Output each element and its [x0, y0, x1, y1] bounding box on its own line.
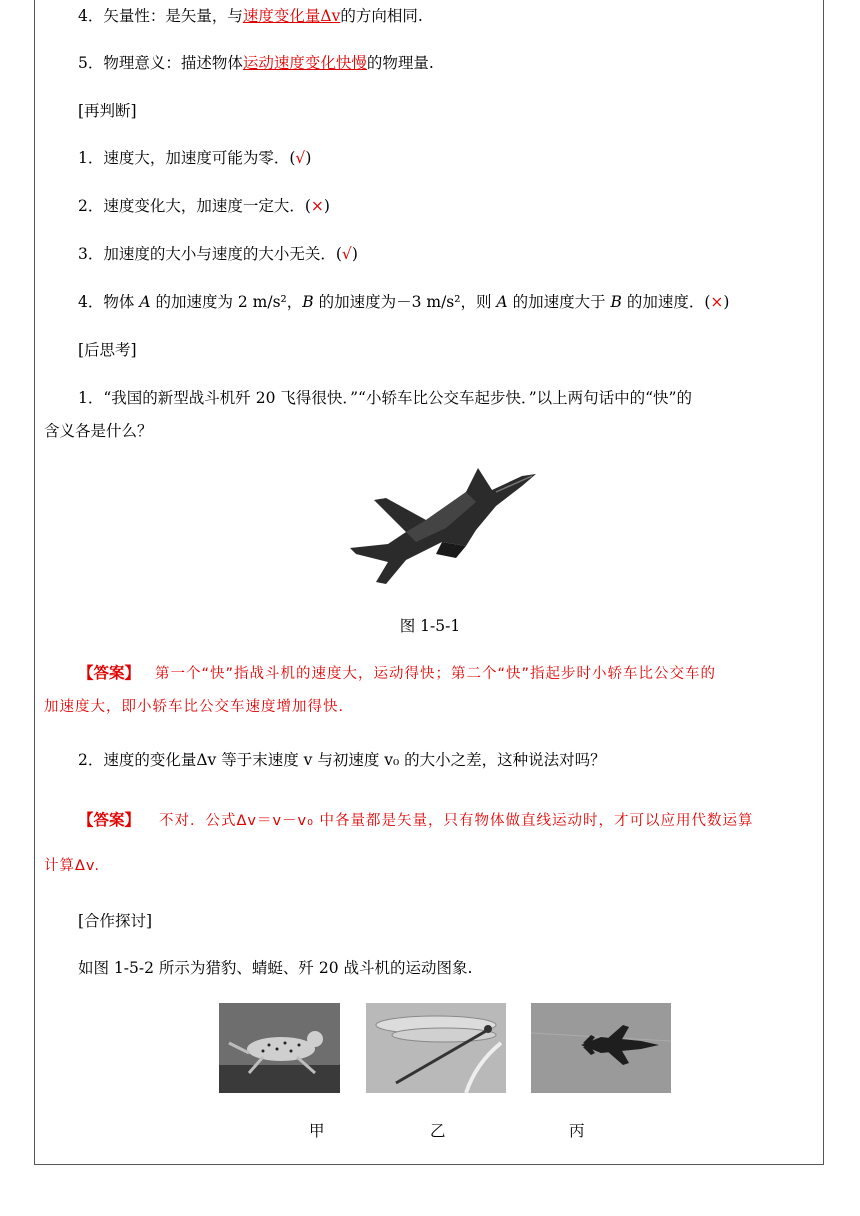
close-paren: ) — [323, 197, 330, 215]
q4-text-3: 的加速度为－3 m/s²，则 — [318, 293, 492, 311]
rejudge-q1-text: 1．速度大，加速度可能为零．( — [78, 149, 296, 167]
label-yi: 乙 — [430, 1122, 446, 1140]
q4-text-1: 4．物体 — [78, 293, 135, 311]
item-5 — [78, 51, 434, 73]
stealth-jet-image — [531, 1003, 671, 1093]
item-5-prefix: 5．物理意义：描述物体 — [78, 54, 243, 72]
answer-2-text: 不对．公式Δv＝v－v₀ 中各量都是矢量，只有物体做直线运动时，才可以应用代数运算 — [158, 813, 754, 829]
rejudge-q4 — [78, 290, 729, 312]
cheetah-image — [219, 1003, 340, 1093]
fighter-jet-image — [346, 462, 538, 590]
answer-1-line2: 加速度大，即小轿车比公交车速度增加得快. — [44, 699, 345, 715]
item-5-highlight: 运动速度变化快慢 — [242, 54, 367, 72]
item-4-highlight: 速度变化量Δv — [242, 7, 341, 25]
item-4-prefix: 4．矢量性：是矢量，与 — [78, 7, 243, 25]
figure-1-caption: 图 1-5-1 — [399, 617, 461, 635]
rethink-q1-line2: 含义各是什么？ — [44, 422, 153, 440]
answer-2-line1 — [78, 808, 754, 830]
dragonfly-image — [366, 1003, 506, 1093]
q4-var-a: A — [139, 293, 151, 311]
close-paren: ) — [351, 245, 358, 263]
q4-var-b2: B — [610, 293, 622, 311]
check-mark-icon: √ — [295, 149, 306, 167]
q4-text-5: 的加速度．( — [626, 293, 711, 311]
item-4-suffix: 的方向相同. — [340, 7, 423, 25]
rethink-q2: 2．速度的变化量Δv 等于末速度 v 与初速度 v₀ 的大小之差，这种说法对吗？ — [78, 751, 606, 769]
rejudge-q2-text: 2．速度变化大，加速度一定大．( — [78, 197, 311, 215]
answer-2-line2: 计算Δv. — [44, 858, 100, 874]
close-paren: ) — [723, 293, 730, 311]
rejudge-q2 — [78, 194, 330, 216]
answer-1-line1 — [78, 661, 716, 683]
rethink-q1-line1: 1．“我国的新型战斗机歼 20 飞得很快．”“小轿车比公交车起步快．”以上两句话中的“快”的 — [78, 389, 692, 407]
rejudge-q1 — [78, 146, 311, 168]
check-mark-icon: √ — [341, 245, 352, 263]
item-5-suffix: 的物理量. — [366, 54, 434, 72]
q4-var-a2: A — [496, 293, 508, 311]
answer-tag: 【答案】 — [78, 663, 141, 682]
answer-1-text: 第一个“快”指战斗机的速度大，运动得快；第二个“快”指起步时小轿车比公交车的 — [154, 666, 716, 682]
close-paren: ) — [305, 149, 312, 167]
q4-text-4: 的加速度大于 — [512, 293, 606, 311]
rejudge-q3 — [78, 242, 358, 264]
cross-mark-icon: × — [310, 197, 324, 215]
rethink-heading: [后思考] — [78, 341, 137, 359]
label-bing: 丙 — [569, 1122, 585, 1140]
q4-text-2: 的加速度为 2 m/s²， — [155, 293, 303, 311]
rejudge-q3-text: 3．加速度的大小与速度的大小无关．( — [78, 245, 342, 263]
answer-tag: 【答案】 — [78, 810, 141, 829]
cross-mark-icon: × — [710, 293, 724, 311]
label-jia: 甲 — [309, 1122, 325, 1140]
rejudge-heading: [再判断] — [78, 102, 137, 120]
item-4 — [78, 4, 423, 26]
cooperate-heading: [合作探讨] — [78, 912, 153, 930]
cooperate-intro: 如图 1-5-2 所示为猎豹、蜻蜓、歼 20 战斗机的运动图象. — [78, 959, 473, 977]
q4-var-b: B — [302, 293, 314, 311]
